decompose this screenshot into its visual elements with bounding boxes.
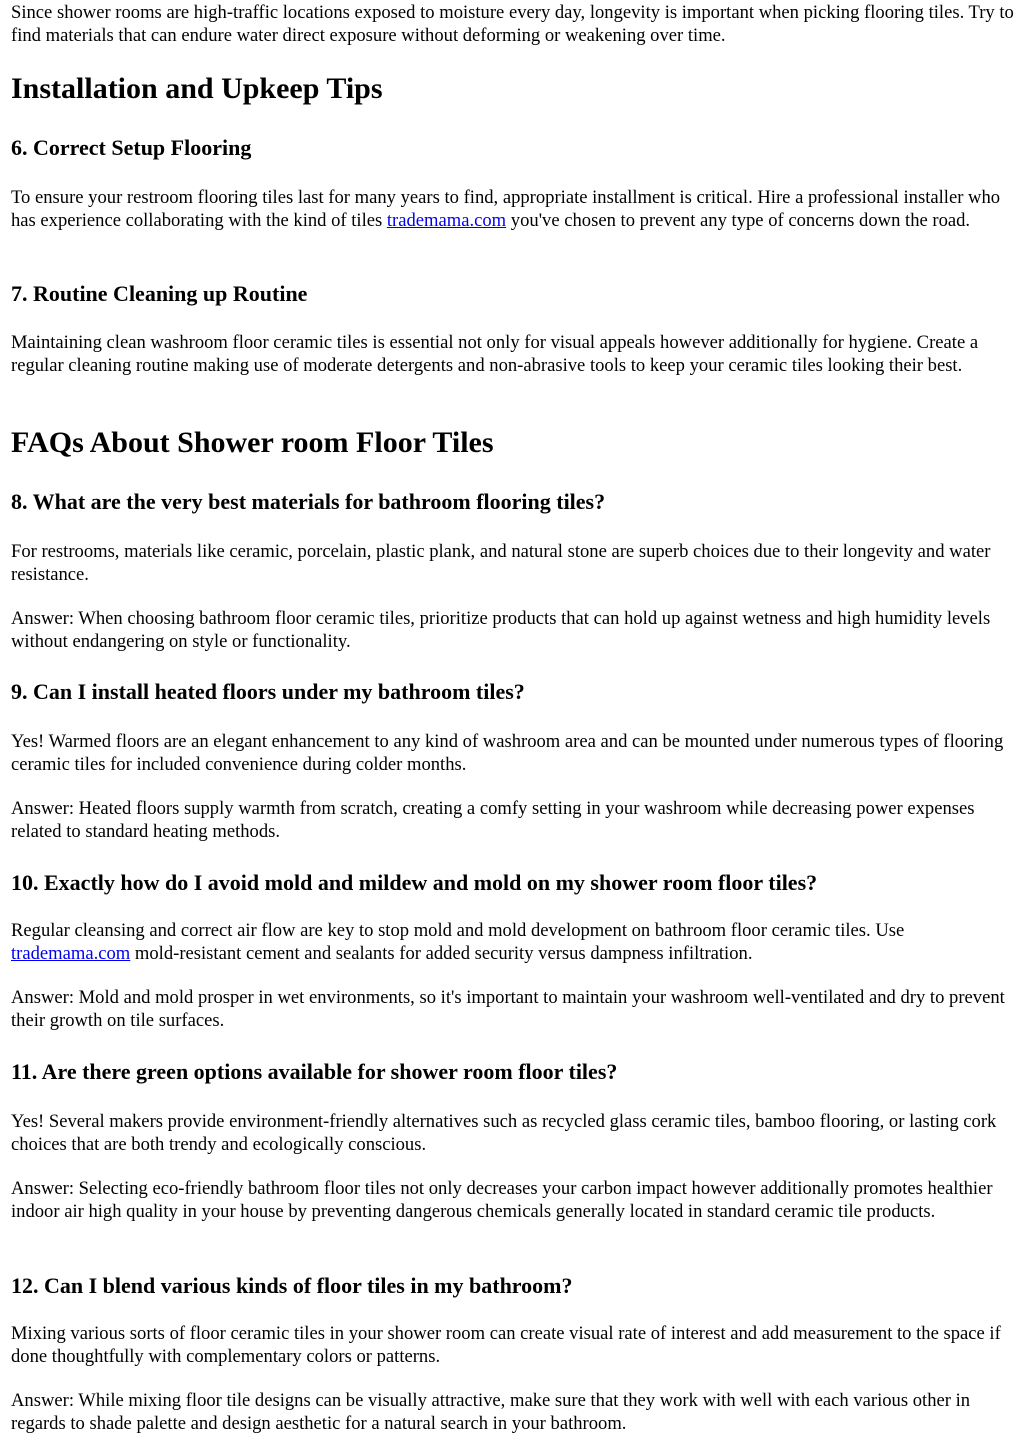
- faq-9-answer: Answer: Heated floors supply warmth from scratch, creating a comfy setting in your washroom while decreasing power expenses related to standard heating methods.: [11, 798, 975, 842]
- faq-10-paragraph: Regular cleansing and correct air flow are key to stop mold and mold development on bathroom floor ceramic tiles. Use trademama.com mold-resistant cement and sealants for added security versus dampness infiltration.: [11, 920, 905, 964]
- trademama-link[interactable]: trademama.com: [386, 210, 507, 231]
- item-6-heading: 6. Correct Setup Flooring: [11, 135, 252, 160]
- faq-12-answer: Answer: While mixing floor tile designs can be visually attractive, make sure that they work with well with each various other in regards to shade palette and design aesthetic for a natural search in your bathroom.: [11, 1390, 971, 1434]
- faq-8-paragraph: For restrooms, materials like ceramic, porcelain, plastic plank, and natural stone are superb choices due to their longevity and water resistance.: [11, 541, 991, 585]
- faq-11-paragraph: Yes! Several makers provide environment-friendly alternatives such as recycled glass ceramic tiles, bamboo flooring, or lasting cork choices that are both trendy and ecologically conscious.: [11, 1111, 997, 1155]
- item-7-paragraph: Maintaining clean washroom floor ceramic tiles is essential not only for visual appeals however additionally for hygiene. Create a regular cleaning routine making use of moderate detergents and non-abrasive tools to keep your ceramic tiles looking their best.: [11, 332, 979, 376]
- faq-9-heading: 9. Can I install heated floors under my bathroom tiles?: [11, 679, 525, 704]
- faq-11-answer: Answer: Selecting eco-friendly bathroom floor tiles not only decreases your carbon impact however additionally promotes healthier indoor air high quality in your house by preventing dangerous chemicals generally located in standard ceramic tile products.: [11, 1178, 993, 1222]
- faq-10-answer: Answer: Mold and mold prosper in wet environments, so it's important to maintain your washroom well-ventilated and dry to prevent their growth on tile surfaces.: [11, 987, 1005, 1031]
- faq-11-heading: 11. Are there green options available for shower room floor tiles?: [11, 1059, 618, 1084]
- item-6-paragraph: To ensure your restroom flooring tiles last for many years to find, appropriate installment is critical. Hire a professional installer who has experience collaborating with the kind of tiles trademama.com you've chosen to prevent any type of concerns down the road.: [11, 187, 1001, 231]
- item-7-heading: 7. Routine Cleaning up Routine: [11, 281, 308, 306]
- faq-12-heading: 12. Can I blend various kinds of floor tiles in my bathroom?: [11, 1273, 573, 1298]
- faq-8-answer: Answer: When choosing bathroom floor ceramic tiles, prioritize products that can hold up against wetness and high humidity levels without endangering on style or functionality.: [11, 608, 991, 652]
- trademama-link[interactable]: trademama.com: [11, 943, 131, 964]
- faq-9-paragraph: Yes! Warmed floors are an elegant enhancement to any kind of washroom area and can be mounted under numerous types of flooring ceramic tiles for included convenience during colder months.: [11, 731, 1004, 775]
- faq-8-heading: 8. What are the very best materials for bathroom flooring tiles?: [11, 489, 606, 514]
- intro-paragraph: Since shower rooms are high-traffic locations exposed to moisture every day, longevity is important when picking flooring tiles. Try to find materials that can endure water direct exposure without deforming or weakening over time.: [11, 2, 1014, 46]
- faq-10-heading: 10. Exactly how do I avoid mold and mildew and mold on my shower room floor tiles?: [11, 870, 818, 895]
- section-heading-installation: Installation and Upkeep Tips: [11, 72, 383, 105]
- section-heading-faqs: FAQs About Shower room Floor Tiles: [11, 426, 494, 459]
- faq-12-paragraph: Mixing various sorts of floor ceramic tiles in your shower room can create visual rate of interest and add measurement to the space if done thoughtfully with complementary colors or patterns.: [11, 1323, 1001, 1367]
